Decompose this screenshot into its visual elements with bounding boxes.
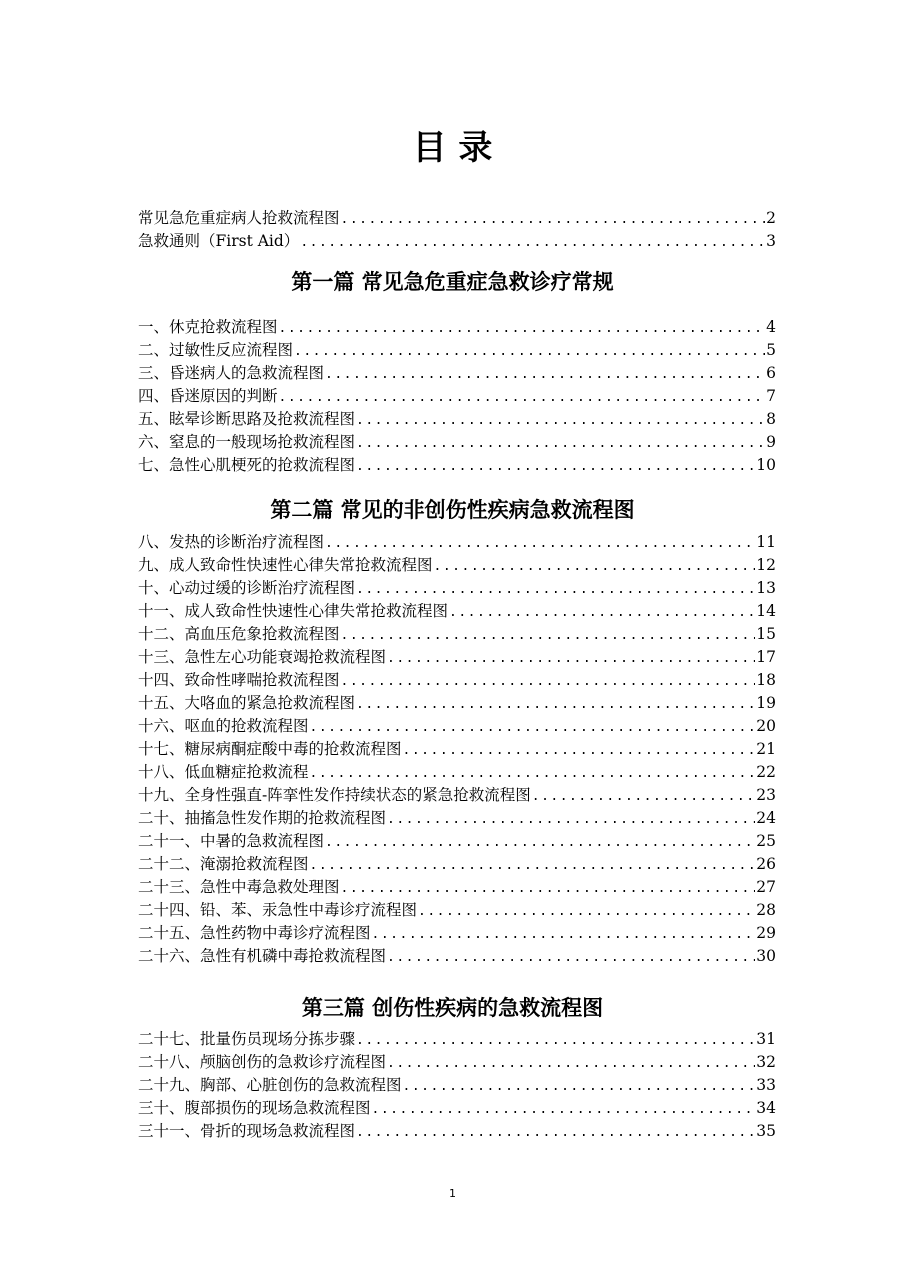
toc-entry-page: 18 [756,671,776,689]
toc-entry-page: 8 [766,410,776,428]
toc-entry-label: 十三、急性左心功能衰竭抢救流程图 [138,648,387,666]
toc-entry-label: 二十六、急性有机磷中毒抢救流程图 [138,947,387,965]
dot-leader [325,831,755,854]
toc-entry[interactable] [138,784,776,807]
toc-entry[interactable] [138,408,776,431]
toc-entry-page: 35 [756,1122,776,1140]
toc-entry[interactable] [138,1120,776,1143]
toc-entry-page: 10 [756,456,776,474]
toc-entry-label: 二十二、淹溺抢救流程图 [138,855,309,873]
toc-entry-page: 17 [756,648,776,666]
toc-entry-page: 3 [766,232,776,250]
toc-entry-label: 五、眩晕诊断思路及抢救流程图 [138,410,356,428]
toc-entry[interactable] [138,715,776,738]
toc-entry-page: 19 [756,694,776,712]
dot-leader [356,432,765,455]
toc-entry-label: 十六、呕血的抢救流程图 [138,717,309,735]
dot-leader [279,386,766,409]
toc-entry[interactable] [138,692,776,715]
toc-entry-label: 十八、低血糖症抢救流程 [138,763,309,781]
toc-entry-label: 十一、成人致命性快速性心律失常抢救流程图 [138,602,449,620]
dot-leader [341,624,756,647]
toc-entry[interactable] [138,230,776,253]
toc-entry-label: 七、急性心肌梗死的抢救流程图 [138,456,356,474]
part-3-heading: 第三篇 创伤性疾病的急救流程图 [301,996,604,1020]
toc-entry[interactable] [138,316,776,339]
dot-leader [418,900,755,923]
toc-entry[interactable] [138,830,776,853]
toc-entry-page: 7 [766,387,776,405]
toc-entry[interactable] [138,623,776,646]
dot-leader [356,693,755,716]
toc-entry[interactable] [138,431,776,454]
toc-entry[interactable] [138,669,776,692]
toc-entry-label: 六、窒息的一般现场抢救流程图 [138,433,356,451]
part-2-heading: 第二篇 常见的非创伤性疾病急救流程图 [270,498,635,522]
toc-entry-page: 14 [756,602,776,620]
toc-entry-label: 二十八、颅脑创伤的急救诊疗流程图 [138,1053,387,1071]
toc-entry-page: 23 [756,786,776,804]
dot-leader [434,555,756,578]
dot-leader [356,1029,755,1052]
toc-entry[interactable] [138,761,776,784]
dot-leader [310,762,756,785]
toc-intro [138,207,776,253]
toc-entry-page: 20 [756,717,776,735]
toc-entry-label: 二十九、胸部、心脏创伤的急救流程图 [138,1076,402,1094]
toc-entry[interactable] [138,899,776,922]
toc-entry-page: 2 [766,209,776,227]
dot-leader [387,1052,755,1075]
toc-entry-label: 三十、腹部损伤的现场急救流程图 [138,1099,371,1117]
toc-entry[interactable] [138,1051,776,1074]
dot-leader [341,670,756,693]
toc-entry-page: 29 [756,924,776,942]
toc-entry-page: 4 [766,318,776,336]
toc-entry-page: 21 [756,740,776,758]
dot-leader [279,317,766,340]
toc-entry[interactable] [138,554,776,577]
toc-entry[interactable] [138,531,776,554]
toc-entry[interactable] [138,1097,776,1120]
toc-entry[interactable] [138,1074,776,1097]
toc-entry[interactable] [138,207,776,230]
toc-entry-label: 十二、高血压危象抢救流程图 [138,625,340,643]
toc-entry-page: 25 [756,832,776,850]
toc-entry[interactable] [138,876,776,899]
toc-entry-page: 6 [766,364,776,382]
dot-leader [356,409,765,432]
dot-leader [356,1121,755,1144]
dot-leader [325,363,765,386]
dot-leader [403,739,756,762]
dot-leader [449,601,755,624]
dot-leader [387,808,755,831]
toc-entry-label: 九、成人致命性快速性心律失常抢救流程图 [138,556,433,574]
toc-entry-label: 二十、抽搐急性发作期的抢救流程图 [138,809,387,827]
toc-entry[interactable] [138,922,776,945]
toc-entry-page: 5 [766,341,776,359]
toc-entry[interactable] [138,362,776,385]
toc-entry-label: 八、发热的诊断治疗流程图 [138,533,325,551]
toc-entry-page: 27 [756,878,776,896]
toc-entry-page: 32 [756,1053,776,1071]
toc-entry[interactable] [138,385,776,408]
toc-entry[interactable] [138,853,776,876]
toc-entry-page: 22 [756,763,776,781]
toc-entry[interactable] [138,577,776,600]
toc-entry-label: 十四、致命性哮喘抢救流程图 [138,671,340,689]
toc-entry-page: 30 [756,947,776,965]
toc-entry-label: 二、过敏性反应流程图 [138,341,294,359]
toc-entry-page: 33 [756,1076,776,1094]
part-1-heading: 第一篇 常见急危重症急救诊疗常规 [291,270,614,294]
toc-entry[interactable] [138,738,776,761]
dot-leader [403,1075,756,1098]
part-3-entries [138,1028,776,1143]
toc-entry-page: 31 [756,1030,776,1048]
toc-entry[interactable] [138,807,776,830]
toc-entry-label: 十五、大咯血的紧急抢救流程图 [138,694,356,712]
dot-leader [356,455,755,478]
page-title: 目 录 [412,128,493,168]
toc-entry[interactable] [138,339,776,362]
toc-entry-page: 12 [756,556,776,574]
toc-entry-page: 9 [766,433,776,451]
page-number: 1 [449,1187,456,1200]
dot-leader [310,716,756,739]
toc-entry-label: 四、昏迷原因的判断 [138,387,278,405]
toc-entry-label: 十、心动过缓的诊断治疗流程图 [138,579,356,597]
toc-entry[interactable] [138,454,776,477]
dot-leader [300,231,765,254]
toc-entry-label: 二十一、中暑的急救流程图 [138,832,325,850]
toc-entry-page: 26 [756,855,776,873]
toc-entry-label: 二十五、急性药物中毒诊疗流程图 [138,924,371,942]
dot-leader [294,340,765,363]
dot-leader [310,854,756,877]
toc-entry-label: 十九、全身性强直-阵挛性发作持续状态的紧急抢救流程图 [138,786,531,804]
dot-leader [372,923,756,946]
part-2-entries [138,531,776,968]
toc-entry-label: 二十三、急性中毒急救处理图 [138,878,340,896]
part-1-entries [138,316,776,477]
toc-entry-page: 15 [756,625,776,643]
dot-leader [532,785,756,808]
toc-entry[interactable] [138,1028,776,1051]
dot-leader [387,946,755,969]
dot-leader [372,1098,756,1121]
toc-entry-page: 34 [756,1099,776,1117]
toc-entry-label: 二十四、铅、苯、汞急性中毒诊疗流程图 [138,901,418,919]
toc-entry-label: 常见急危重症病人抢救流程图 [138,209,340,227]
toc-entry[interactable] [138,945,776,968]
toc-entry-page: 11 [756,533,776,551]
dot-leader [356,578,755,601]
toc-entry[interactable] [138,600,776,623]
toc-entry-label: 急救通则（First Aid） [138,232,300,250]
toc-entry-label: 三十一、骨折的现场急救流程图 [138,1122,356,1140]
toc-entry-label: 二十七、批量伤员现场分拣步骤 [138,1030,356,1048]
dot-leader [325,532,755,555]
toc-entry-page: 13 [756,579,776,597]
toc-entry-page: 28 [756,901,776,919]
toc-entry-page: 24 [756,809,776,827]
toc-entry[interactable] [138,646,776,669]
dot-leader [341,208,766,231]
dot-leader [387,647,755,670]
toc-entry-label: 十七、糖尿病酮症酸中毒的抢救流程图 [138,740,402,758]
dot-leader [341,877,756,900]
toc-entry-label: 一、休克抢救流程图 [138,318,278,336]
toc-entry-label: 三、昏迷病人的急救流程图 [138,364,325,382]
